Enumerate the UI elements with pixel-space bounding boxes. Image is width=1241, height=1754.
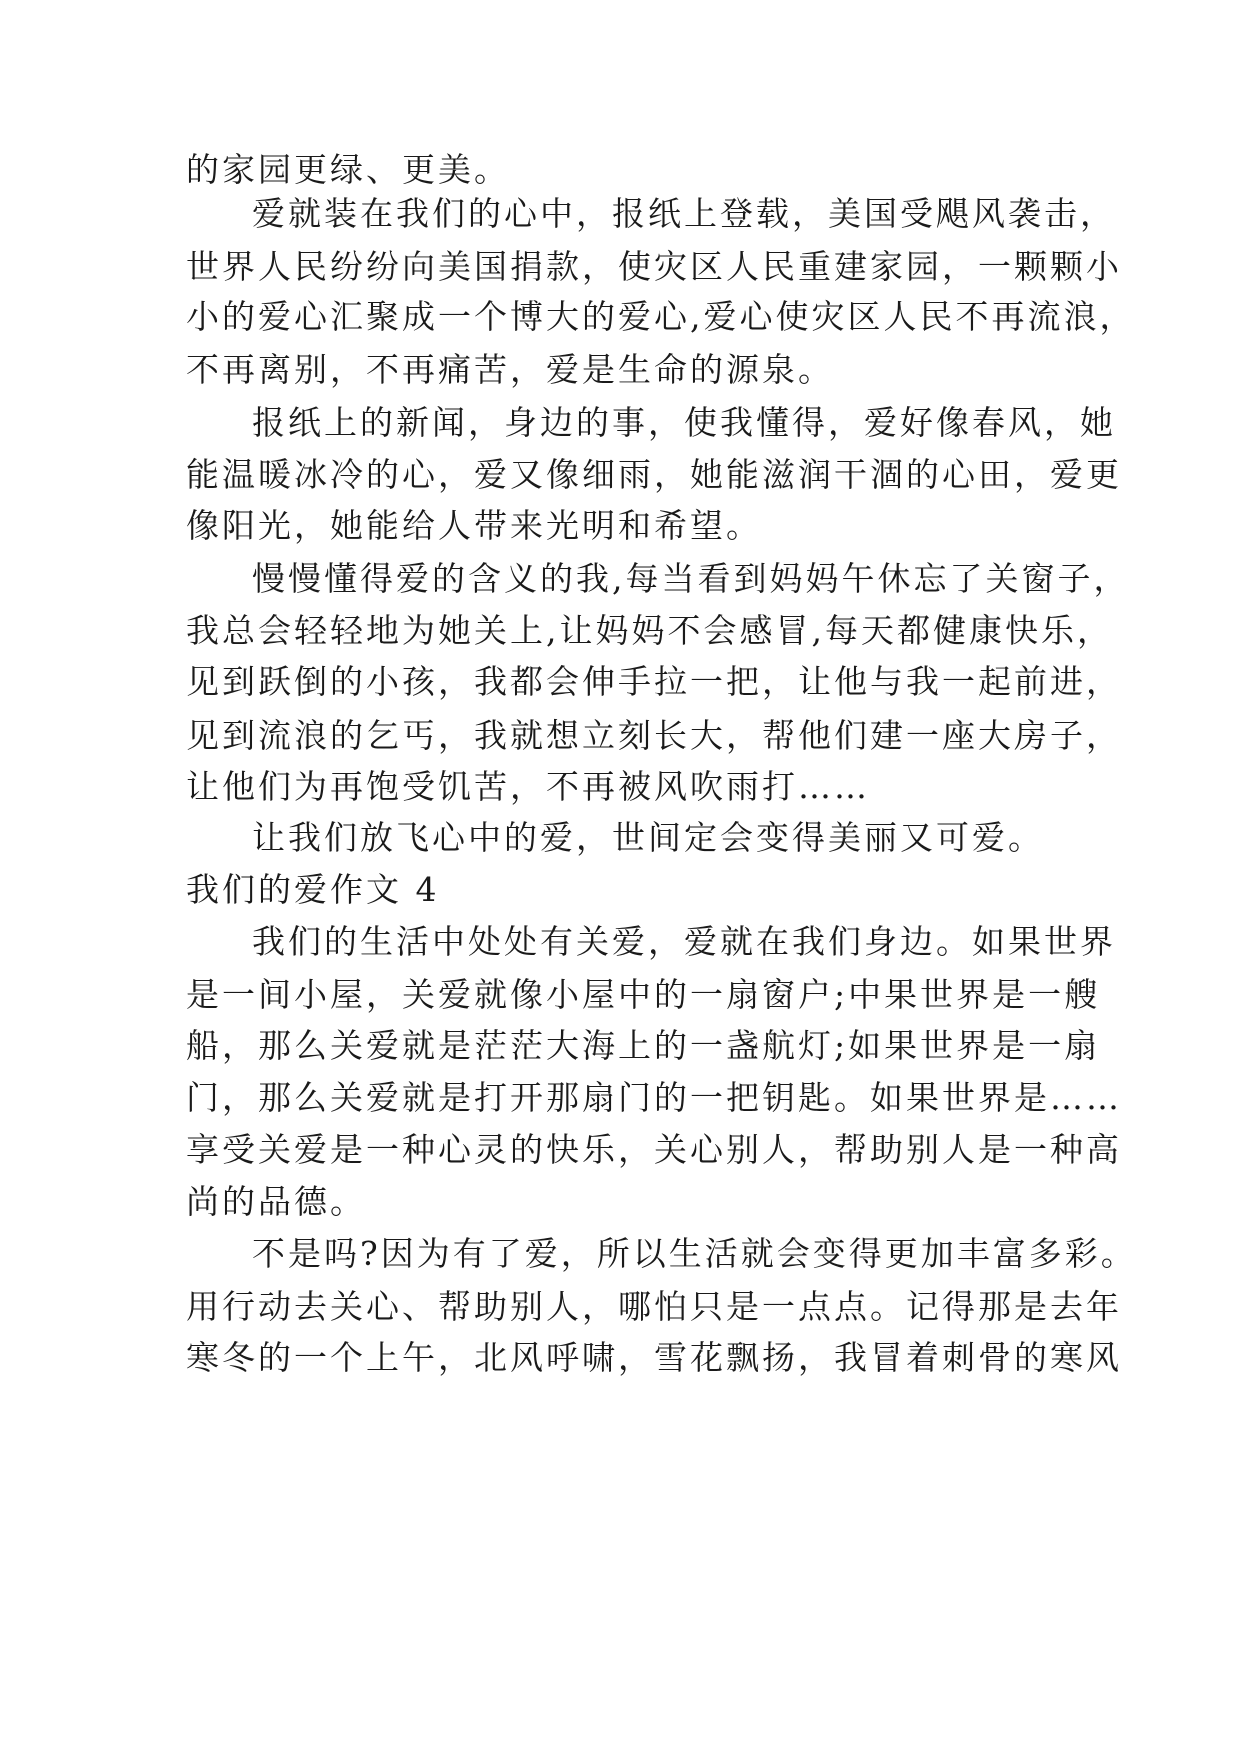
text-line: 见到跃倒的小孩，我都会伸手拉一把，让他与我一起前进， <box>186 662 1122 701</box>
text-line: 用行动去关心、帮助别人，哪怕只是一点点。记得那是去年 <box>186 1287 1122 1326</box>
text-line: 寒冬的一个上午，北风呼啸，雪花飘扬，我冒着刺骨的寒风 <box>186 1338 1122 1377</box>
text-line: 让我们放飞心中的爱，世间定会变得美丽又可爱。 <box>252 818 1044 857</box>
text-line: 报纸上的新闻，身边的事，使我懂得，爱好像春风，她 <box>252 403 1116 442</box>
text-line: 享受关爱是一种心灵的快乐，关心别人，帮助别人是一种高 <box>186 1130 1122 1169</box>
text-line: 不是吗?因为有了爱，所以生活就会变得更加丰富多彩。 <box>252 1234 1137 1273</box>
text-line: 不再离别，不再痛苦，爱是生命的源泉。 <box>186 350 834 389</box>
text-line: 世界人民纷纷向美国捐款，使灾区人民重建家园，一颗颗小 <box>186 247 1122 286</box>
text-line: 能温暖冰冷的心，爱又像细雨，她能滋润干涸的心田，爱更 <box>186 455 1122 494</box>
text-line: 尚的品德。 <box>186 1182 366 1221</box>
text-line: 慢慢懂得爱的含义的我,每当看到妈妈午休忘了关窗子， <box>252 559 1130 598</box>
text-line: 我们的生活中处处有关爱，爱就在我们身边。如果世界 <box>252 922 1116 961</box>
text-line: 让他们为再饱受饥苦，不再被风吹雨打…… <box>186 767 870 806</box>
text-line: 是一间小屋，关爱就像小屋中的一扇窗户;中果世界是一艘 <box>186 975 1101 1014</box>
text-line: 我总会轻轻地为她关上,让妈妈不会感冒,每天都健康快乐， <box>186 611 1113 650</box>
text-line: 像阳光，她能给人带来光明和希望。 <box>186 506 762 545</box>
text-line: 船，那么关爱就是茫茫大海上的一盏航灯;如果世界是一扇 <box>186 1026 1101 1065</box>
text-line: 爱就装在我们的心中，报纸上登载，美国受飓风袭击， <box>252 194 1116 233</box>
text-line: 的家园更绿、更美。 <box>186 150 510 189</box>
text-line: 门，那么关爱就是打开那扇门的一把钥匙。如果世界是…… <box>186 1078 1122 1117</box>
section-heading: 我们的爱作文 4 <box>186 870 440 909</box>
text-line: 见到流浪的乞丐，我就想立刻长大，帮他们建一座大房子， <box>186 716 1122 755</box>
text-line: 小的爱心汇聚成一个博大的爱心,爱心使灾区人民不再流浪， <box>186 297 1136 336</box>
